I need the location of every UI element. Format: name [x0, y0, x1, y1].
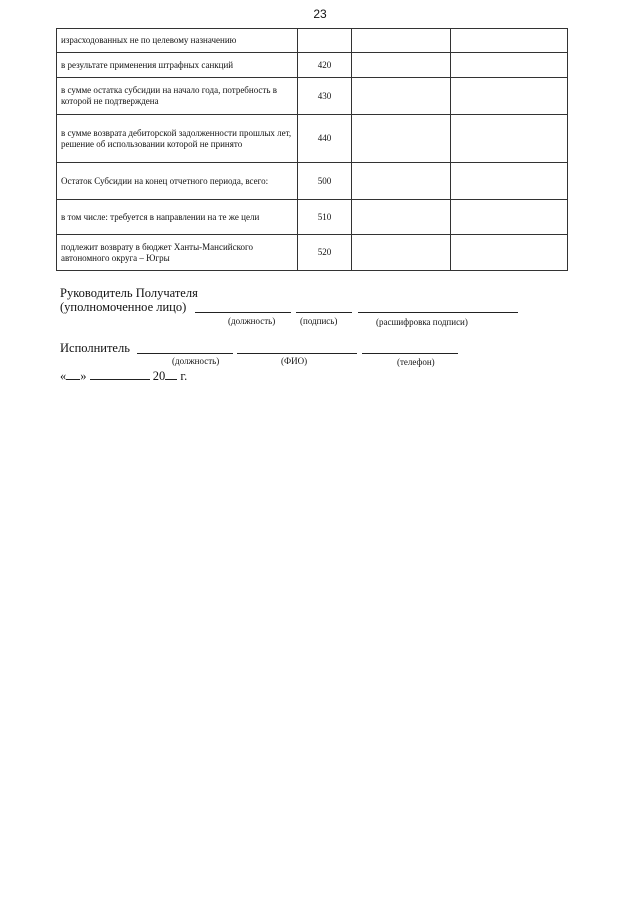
date-open-quote: «	[60, 369, 67, 383]
page-number: 23	[313, 7, 327, 21]
table-row	[57, 78, 568, 115]
row-value-cell	[451, 78, 568, 115]
head-title: Руководитель Получателя	[60, 286, 198, 300]
row-value-cell	[352, 235, 451, 271]
executor-fio-line	[237, 353, 357, 354]
row-value-cell	[352, 53, 451, 78]
authorized-person-line	[60, 300, 186, 315]
row-label: Остаток Субсидии на конец отчетного периода, всего:	[57, 163, 298, 200]
row-code	[298, 29, 352, 53]
table-row	[57, 163, 568, 200]
row-code: 420	[298, 53, 352, 78]
authorized-person-label: (уполномоченное лицо)	[60, 300, 187, 314]
hint-fio: (ФИО)	[281, 356, 308, 366]
row-value-cell	[451, 53, 568, 78]
table-row	[57, 29, 568, 53]
executor-position-line	[137, 353, 233, 354]
row-value-cell	[352, 29, 451, 53]
row-code: 430	[298, 78, 352, 115]
row-label: в том числе: требуется в направлении на те же цели	[57, 200, 298, 235]
signature-line	[296, 312, 352, 313]
row-label: израсходованных не по целевому назначению	[57, 29, 298, 53]
hint-signature: (подпись)	[300, 316, 338, 326]
row-value-cell	[451, 200, 568, 235]
row-value-cell	[352, 78, 451, 115]
row-value-cell	[451, 29, 568, 53]
table-row	[57, 235, 568, 271]
report-table	[56, 28, 568, 271]
row-label: в сумме возврата дебиторской задолженности прошлых лет, решение об использовании которой не принято	[57, 115, 298, 163]
row-value-cell	[451, 115, 568, 163]
row-value-cell	[352, 115, 451, 163]
hint-position: (должность)	[228, 316, 276, 326]
date-month-blank	[90, 369, 150, 380]
date-line	[60, 369, 187, 384]
date-year-blank	[165, 369, 177, 380]
hint-position2: (должность)	[172, 356, 220, 366]
position-line	[195, 312, 291, 313]
table-row	[57, 53, 568, 78]
date-year-suffix: г.	[180, 369, 188, 383]
table-row	[57, 115, 568, 163]
hint-phone: (телефон)	[397, 357, 435, 367]
table-row	[57, 200, 568, 235]
row-code: 500	[298, 163, 352, 200]
date-day-blank	[66, 369, 80, 380]
date-year-prefix: 20	[152, 369, 166, 383]
row-label: подлежит возврату в бюджет Ханты-Мансийского автономного округа – Югры	[57, 235, 298, 271]
decoding-line	[358, 312, 518, 313]
row-code: 440	[298, 115, 352, 163]
row-label: в результате применения штрафных санкций	[57, 53, 298, 78]
row-code: 510	[298, 200, 352, 235]
row-label: в сумме остатка субсидии на начало года, потребность в которой не подтверждена	[57, 78, 298, 115]
row-value-cell	[451, 163, 568, 200]
row-code: 520	[298, 235, 352, 271]
date-close-quote: »	[80, 369, 87, 383]
hint-decoding: (расшифровка подписи)	[376, 317, 468, 327]
executor-label: Исполнитель	[60, 341, 130, 355]
row-value-cell	[352, 163, 451, 200]
executor-phone-line	[362, 353, 458, 354]
row-value-cell	[451, 235, 568, 271]
row-value-cell	[352, 200, 451, 235]
